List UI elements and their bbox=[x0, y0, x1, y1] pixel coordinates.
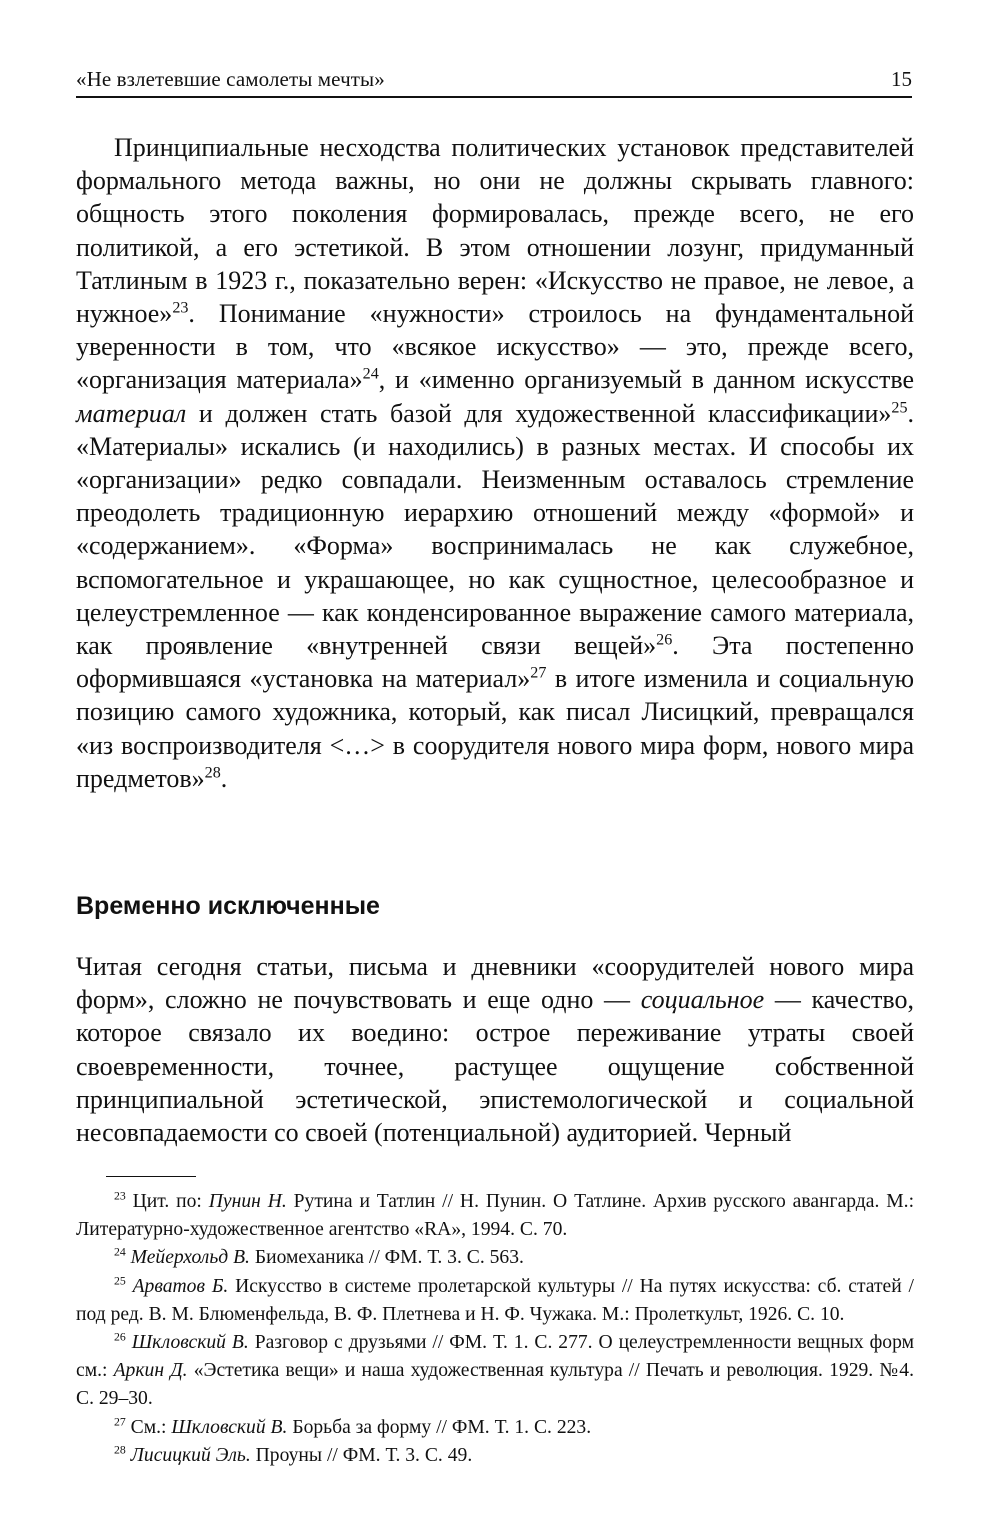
text-run: , и «именно организуемый в данном искусстве bbox=[378, 365, 914, 395]
footnote-number: 24 bbox=[114, 1245, 126, 1259]
footnote-ref-27[interactable]: 27 bbox=[530, 664, 547, 682]
footnote-text: «Эстетика вещи» и наша художественная культура // Печать и революция. 1929. №4. С. 29–30. bbox=[76, 1360, 914, 1410]
footnote-text: Искусство в системе пролетарской культуры // На путях искусства: сб. статей / под ред. В. М. Блюменфельда, В. Ф. Плетнева и Н. Ф. Чужака. М.: Пролеткульт, 1926. С. 10. bbox=[76, 1275, 914, 1325]
text-run: . «Материалы» искались (и находились) в разных местах. И способы их «организации» редко совпадали. Неизменным оставалось стремление преодолеть традиционную иерархию отношений между «формой» и «содержанием». «Форма» воспринималась не как служебное, вспомогательное и украшающее, но как сущностное, целесообразное и целеустремленное — как конденсированное выражение самого материала, как проявление «внутренней связи вещей» bbox=[76, 398, 914, 661]
text-run: и должен стать базой для художественной классификации» bbox=[186, 398, 892, 428]
text-run: Читая сегодня статьи, письма и дневники «соорудителей нового мира форм», сложно не почувствовать и еще одно — bbox=[76, 952, 914, 1015]
footnote-number: 28 bbox=[114, 1443, 126, 1457]
footnote-author: Мейерхольд В. bbox=[130, 1247, 250, 1269]
footnote-ref-28[interactable]: 28 bbox=[204, 764, 221, 782]
footnote-28 bbox=[76, 1442, 914, 1470]
footnote-ref-25[interactable]: 25 bbox=[891, 398, 908, 416]
text-run: в итоге изменила и социальную позицию самого художника, который, как писал Лисицкий, превращался «из воспроизводителя <…> в соорудителя нового мира форм, нового мира предметов» bbox=[76, 664, 914, 793]
footnote-24 bbox=[76, 1244, 914, 1272]
footnote-author: Шкловский В. bbox=[131, 1332, 249, 1354]
footnote-26 bbox=[76, 1329, 914, 1414]
footnote-number: 25 bbox=[114, 1274, 126, 1288]
footnote-ref-26[interactable]: 26 bbox=[656, 631, 673, 649]
footnote-separator bbox=[106, 1176, 196, 1177]
page-number: 15 bbox=[891, 67, 912, 91]
text-run: . Понимание «нужности» строилось на фундаментальной уверенности в том, что «всякое искусство» — это, прежде всего, «организация материала» bbox=[76, 299, 914, 395]
footnote-text: Биомеханика // ФМ. Т. 3. С. 563. bbox=[249, 1247, 524, 1269]
footnote-author: Пунин Н. bbox=[208, 1191, 287, 1212]
footnotes bbox=[76, 1188, 914, 1470]
footnote-23 bbox=[76, 1188, 914, 1244]
text-run: Принципиальные несходства политических установок представителей формального метода важны, но они не должны скрывать главного: общность этого поколения формировалась, прежде всего, не его политикой, а его эстетикой. В этом отношении лозунг, придуманный Татлиным в 1923 г., показательно верен: «Искусство не правое, не левое, а нужное» bbox=[76, 133, 914, 329]
footnote-prefix: См.: bbox=[130, 1416, 172, 1438]
section-heading: Временно исключенные bbox=[76, 892, 380, 920]
footnote-number: 23 bbox=[114, 1189, 126, 1203]
footnote-text: Борьба за форму // ФМ. Т. 1. С. 223. bbox=[287, 1416, 592, 1438]
footnote-author: Арватов Б. bbox=[132, 1275, 229, 1297]
footnote-ref-23[interactable]: 23 bbox=[172, 299, 189, 317]
running-header bbox=[76, 58, 912, 98]
footnote-25 bbox=[76, 1273, 914, 1329]
footnote-text: Рутина и Татлин // Н. Пунин. О Татлине. Архив русского авангарда. М.: Литературно-художественное агентство «RA», 1994. С. 70. bbox=[76, 1191, 915, 1241]
footnote-number: 27 bbox=[114, 1415, 126, 1429]
running-title: «Не взлетевшие самолеты мечты» bbox=[76, 67, 385, 91]
paragraph-1 bbox=[76, 131, 914, 795]
paragraph-2 bbox=[76, 950, 914, 1149]
footnote-author: Шкловский В. bbox=[171, 1416, 288, 1438]
text-run: — качество, которое связало их воедино: острое переживание утраты своей своевременности, точнее, растущее ощущение собственной принципиальной эстетической, эпистемологической и социальной несовпадаемости со своей (потенциальной) аудиторией. Черный bbox=[76, 985, 914, 1148]
footnote-author: Лисицкий Эль. bbox=[130, 1444, 251, 1466]
footnote-prefix: Цит. по: bbox=[132, 1191, 209, 1212]
footnote-27 bbox=[76, 1414, 914, 1442]
emphasis: материал bbox=[76, 398, 187, 428]
footnote-author: Аркин Д. bbox=[113, 1360, 188, 1382]
emphasis: социальное bbox=[640, 985, 765, 1015]
footnote-text: Разговор с друзьями // ФМ. Т. 1. С. 277. О целеустремленности вещных форм см.: bbox=[76, 1332, 915, 1382]
text-run: . bbox=[220, 763, 228, 793]
text-run: . Эта постепенно оформившаяся «установка на материал» bbox=[76, 631, 915, 694]
footnote-number: 26 bbox=[114, 1330, 126, 1344]
footnote-ref-24[interactable]: 24 bbox=[362, 365, 379, 383]
footnote-text: Проуны // ФМ. Т. 3. С. 49. bbox=[250, 1444, 473, 1466]
